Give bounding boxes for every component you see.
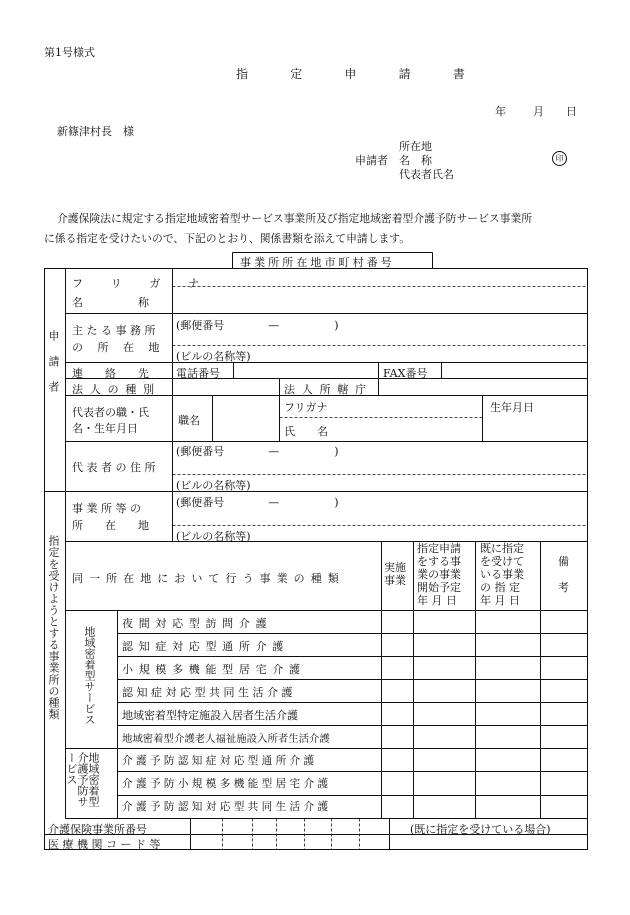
group-community-label: 地域密着型サービス	[83, 626, 96, 725]
rep-address-postal: (郵便番号 — )	[176, 445, 339, 458]
service-row-6: 地域密着型介護老人福祉施設入所者生活介護	[122, 733, 330, 745]
office-address-building: (ビルの名称等)	[176, 530, 251, 543]
main-office-postal: (郵便番号 — )	[176, 319, 339, 332]
rep-address-label: 代 表 者 の 住 所	[72, 461, 156, 474]
service-row-3: 小 規 模 多 機 能 型 居 宅 介 護	[122, 663, 302, 676]
medical-code-label: 医 療 機 関 コ ー ド 等	[48, 838, 161, 851]
representative-label: 代表者氏名	[399, 168, 454, 181]
corp-type-label: 法 人 の 種 別	[72, 383, 156, 396]
birth-label: 生年月日	[490, 401, 534, 414]
main-office-building: (ビルの名称等)	[176, 350, 251, 363]
name-row-label: 名 称	[72, 296, 149, 309]
date-month: 月	[533, 105, 544, 118]
position-label: 職名	[178, 414, 200, 427]
same-location-label: 同一所在地において行う事業の種類	[72, 572, 345, 585]
group-prevention-text: 地域密着型介護予防サービス	[65, 752, 100, 807]
fax-label: FAX番号	[383, 367, 428, 380]
insurance-number-note: (既に指定を受けている場合)	[410, 823, 551, 836]
main-office-label-1: 主 た る 事 務 所	[72, 324, 156, 337]
service-row-9: 介 護 予 防 認 知 対 応 型 共 同 生 活 介 護	[122, 801, 329, 813]
service-row-2: 認 知 症 対 応 型 通 所 介 護	[122, 640, 285, 653]
date-year: 年	[495, 105, 506, 118]
form-number: 第1号様式	[44, 46, 95, 59]
rep-address-building: (ビルの名称等)	[176, 479, 251, 492]
phone-label: 電話番号	[176, 367, 220, 380]
applicant-label: 申請者	[355, 154, 388, 167]
document-title: 指 定 申 請 書	[236, 67, 485, 81]
rep-name-label: 氏 名	[284, 425, 328, 438]
office-address-postal: (郵便番号 — )	[176, 496, 339, 509]
group-prevention-label	[66, 752, 116, 816]
intro-line-1: 介護保険法に規定する指定地域密着型サービス事業所及び指定地域密着型介護予防サービス事業所	[57, 212, 533, 225]
service-row-5: 地域密着型特定施設入居者生活介護	[122, 709, 298, 722]
col-remarks: 備 考	[558, 555, 569, 594]
col-existing: 既に指定 を受けて いる事業 の 指 定 年 月 日	[480, 542, 524, 607]
service-row-4: 認 知 症 対 応 型 共 同 生 活 介 護	[122, 686, 293, 699]
addressee: 新篠津村長 様	[57, 125, 134, 138]
name-label: 名 称	[399, 154, 432, 167]
seal-mark: 印	[552, 151, 567, 166]
applicant-side-label: 申請者	[47, 330, 60, 406]
address-label: 所在地	[399, 140, 432, 153]
insurance-number-label: 介護保険事業所番号	[48, 823, 147, 836]
service-row-1: 夜 間 対 応 型 訪 問 介 護	[122, 617, 268, 630]
service-row-7: 介 護 予 防 認 知 症 対 応 型 通 所 介 護	[122, 755, 315, 767]
furigana-label: フ リ ガ ナ	[72, 277, 212, 290]
col-implemented: 実施 事業	[384, 561, 406, 587]
office-address-label-2: 所 在 地	[72, 519, 149, 532]
service-row-8: 介 護 予 防 小 規 模 多 機 能 型 居 宅 介 護	[122, 778, 329, 790]
rep-furigana-label: フリガナ	[284, 401, 328, 414]
col-planned: 指定申請 をする事 業の事業 開始予定 年 月 日	[417, 542, 461, 607]
office-address-label-1: 事 業 所 等 の	[72, 502, 141, 515]
designated-side-label: 指定を受けようとする事業所の種類	[47, 535, 60, 720]
date-day: 日	[566, 105, 577, 118]
jurisdiction-label: 法 人 所 轄 庁	[284, 383, 368, 396]
main-office-label-2: の 所 在 地	[72, 341, 160, 354]
rep-title-label-2: 名・生年月日	[72, 422, 138, 435]
intro-line-2: に係る指定を受けたいので、下記のとおり、関係書類を添えて申請します。	[44, 232, 411, 245]
municipality-code-label: 事業所所在地市町村番号	[240, 256, 395, 269]
rep-title-label-1: 代表者の職・氏	[72, 406, 149, 419]
contact-label: 連 絡 先	[72, 367, 149, 380]
